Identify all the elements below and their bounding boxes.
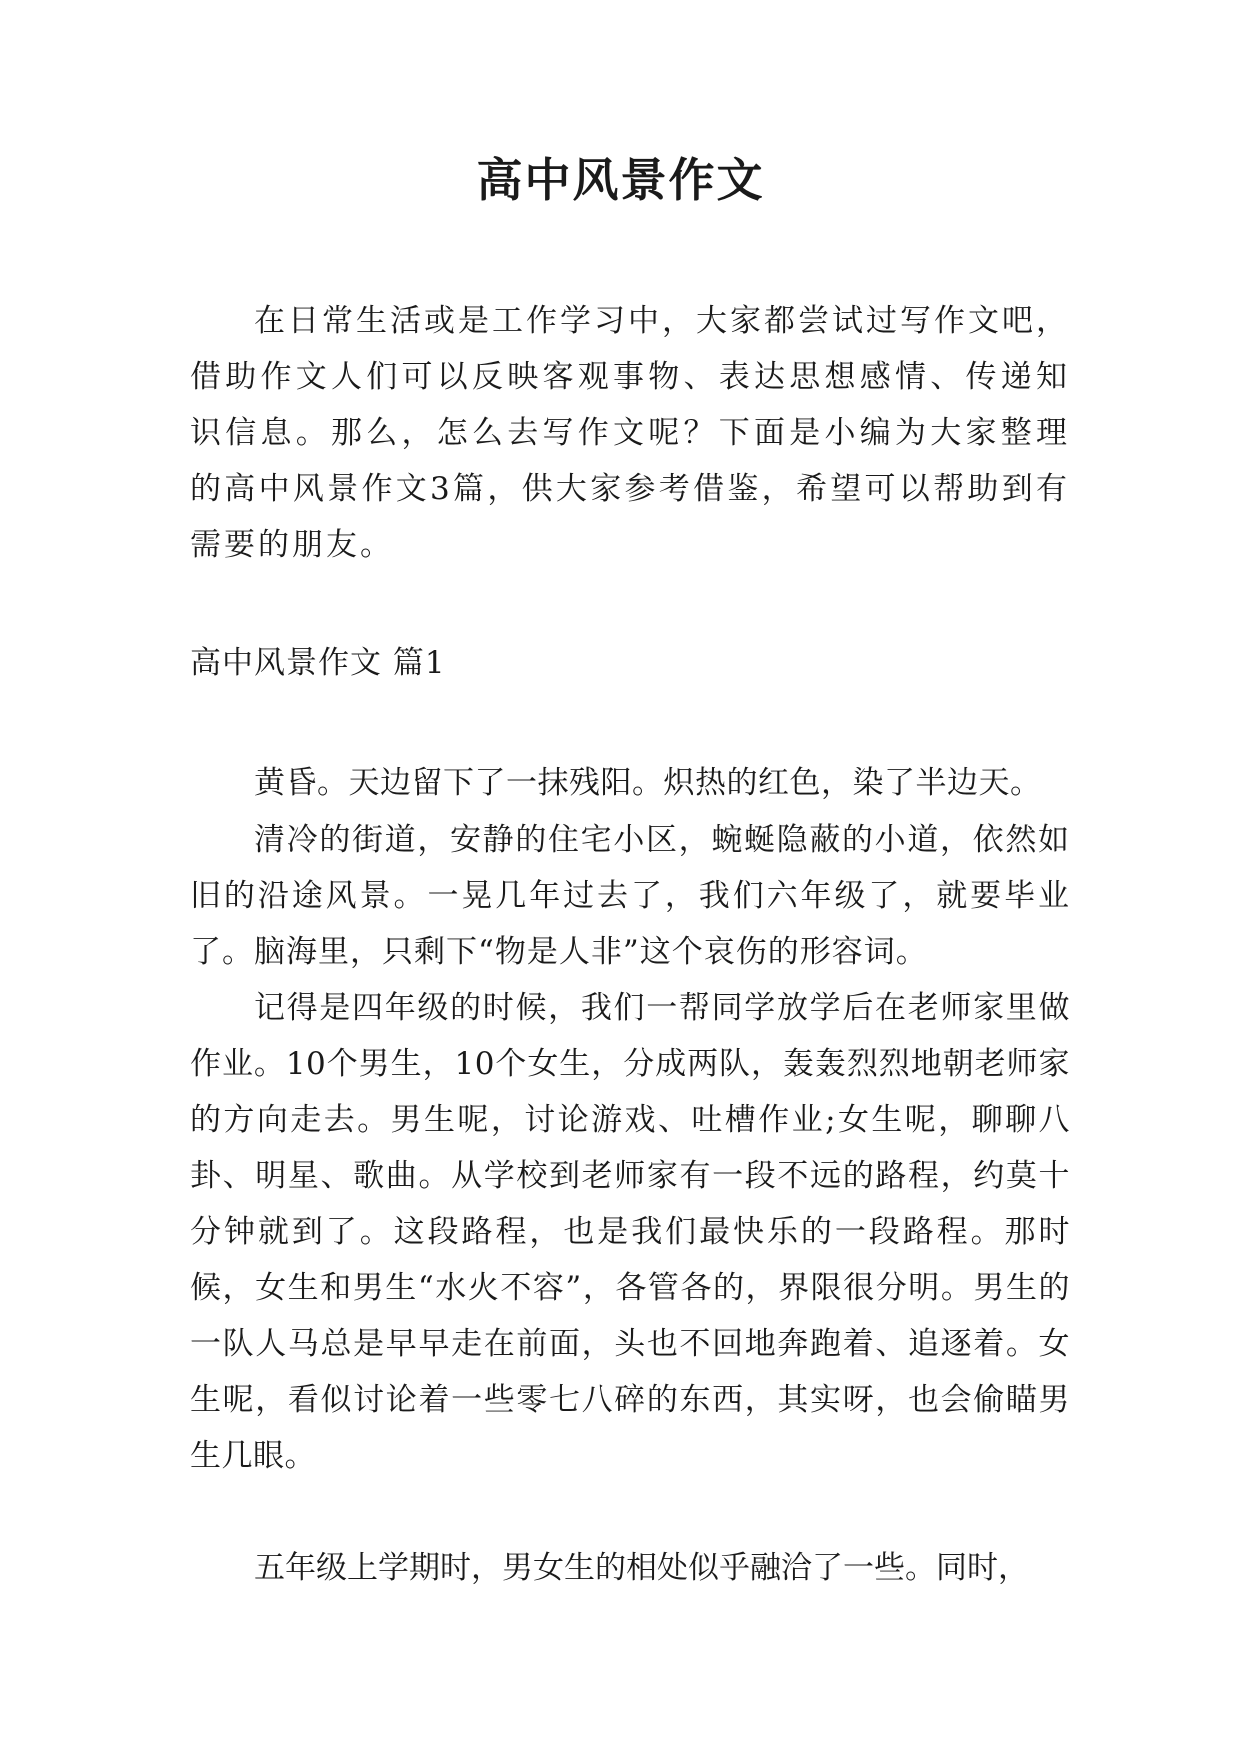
body-paragraph: 清冷的街道，安静的住宅小区，蜿蜒隐蔽的小道，依然如旧的沿途风景。一晃几年过去了，我们六年级了，就要毕业了。脑海里，只剩下“物是人非”这个哀伤的形容词。 (190, 822, 1070, 970)
body-paragraph: 五年级上学期时，男女生的相处似乎融洽了一些。同时， (254, 1550, 1029, 1586)
body-paragraph: 黄昏。天边留下了一抹残阳。炽热的红色，染了半边天。 (254, 765, 1042, 801)
section-heading: 高中风景作文 篇1 (190, 645, 446, 681)
body-paragraph: 记得是四年级的时候，我们一帮同学放学后在老师家里做作业。10个男生，10个女生，分成两队，轰轰烈烈地朝老师家的方向走去。男生呢，讨论游戏、吐槽作业;女生呢，聊聊八卦、明星、歌曲。从学校到老师家有一段不远的路程，约莫十分钟就到了。这段路程，也是我们最快乐的一段路程。那时候，女生和男生“水火不容”，各管各的，界限很分明。男生的一队人马总是早早走在前面，头也不回地奔跑着、追逐着。女生呢，看似讨论着一些零七八碎的东西，其实呀，也会偷瞄男生几眼。 (190, 990, 1070, 1474)
document-title: 高中风景作文 (476, 153, 765, 207)
intro-paragraph: 在日常生活或是工作学习中，大家都尝试过写作文吧，借助作文人们可以反映客观事物、表达思想感情、传递知识信息。那么，怎么去写作文呢？下面是小编为大家整理的高中风景作文3篇，供大家参考借鉴，希望可以帮助到有需要的朋友。 (190, 303, 1070, 563)
